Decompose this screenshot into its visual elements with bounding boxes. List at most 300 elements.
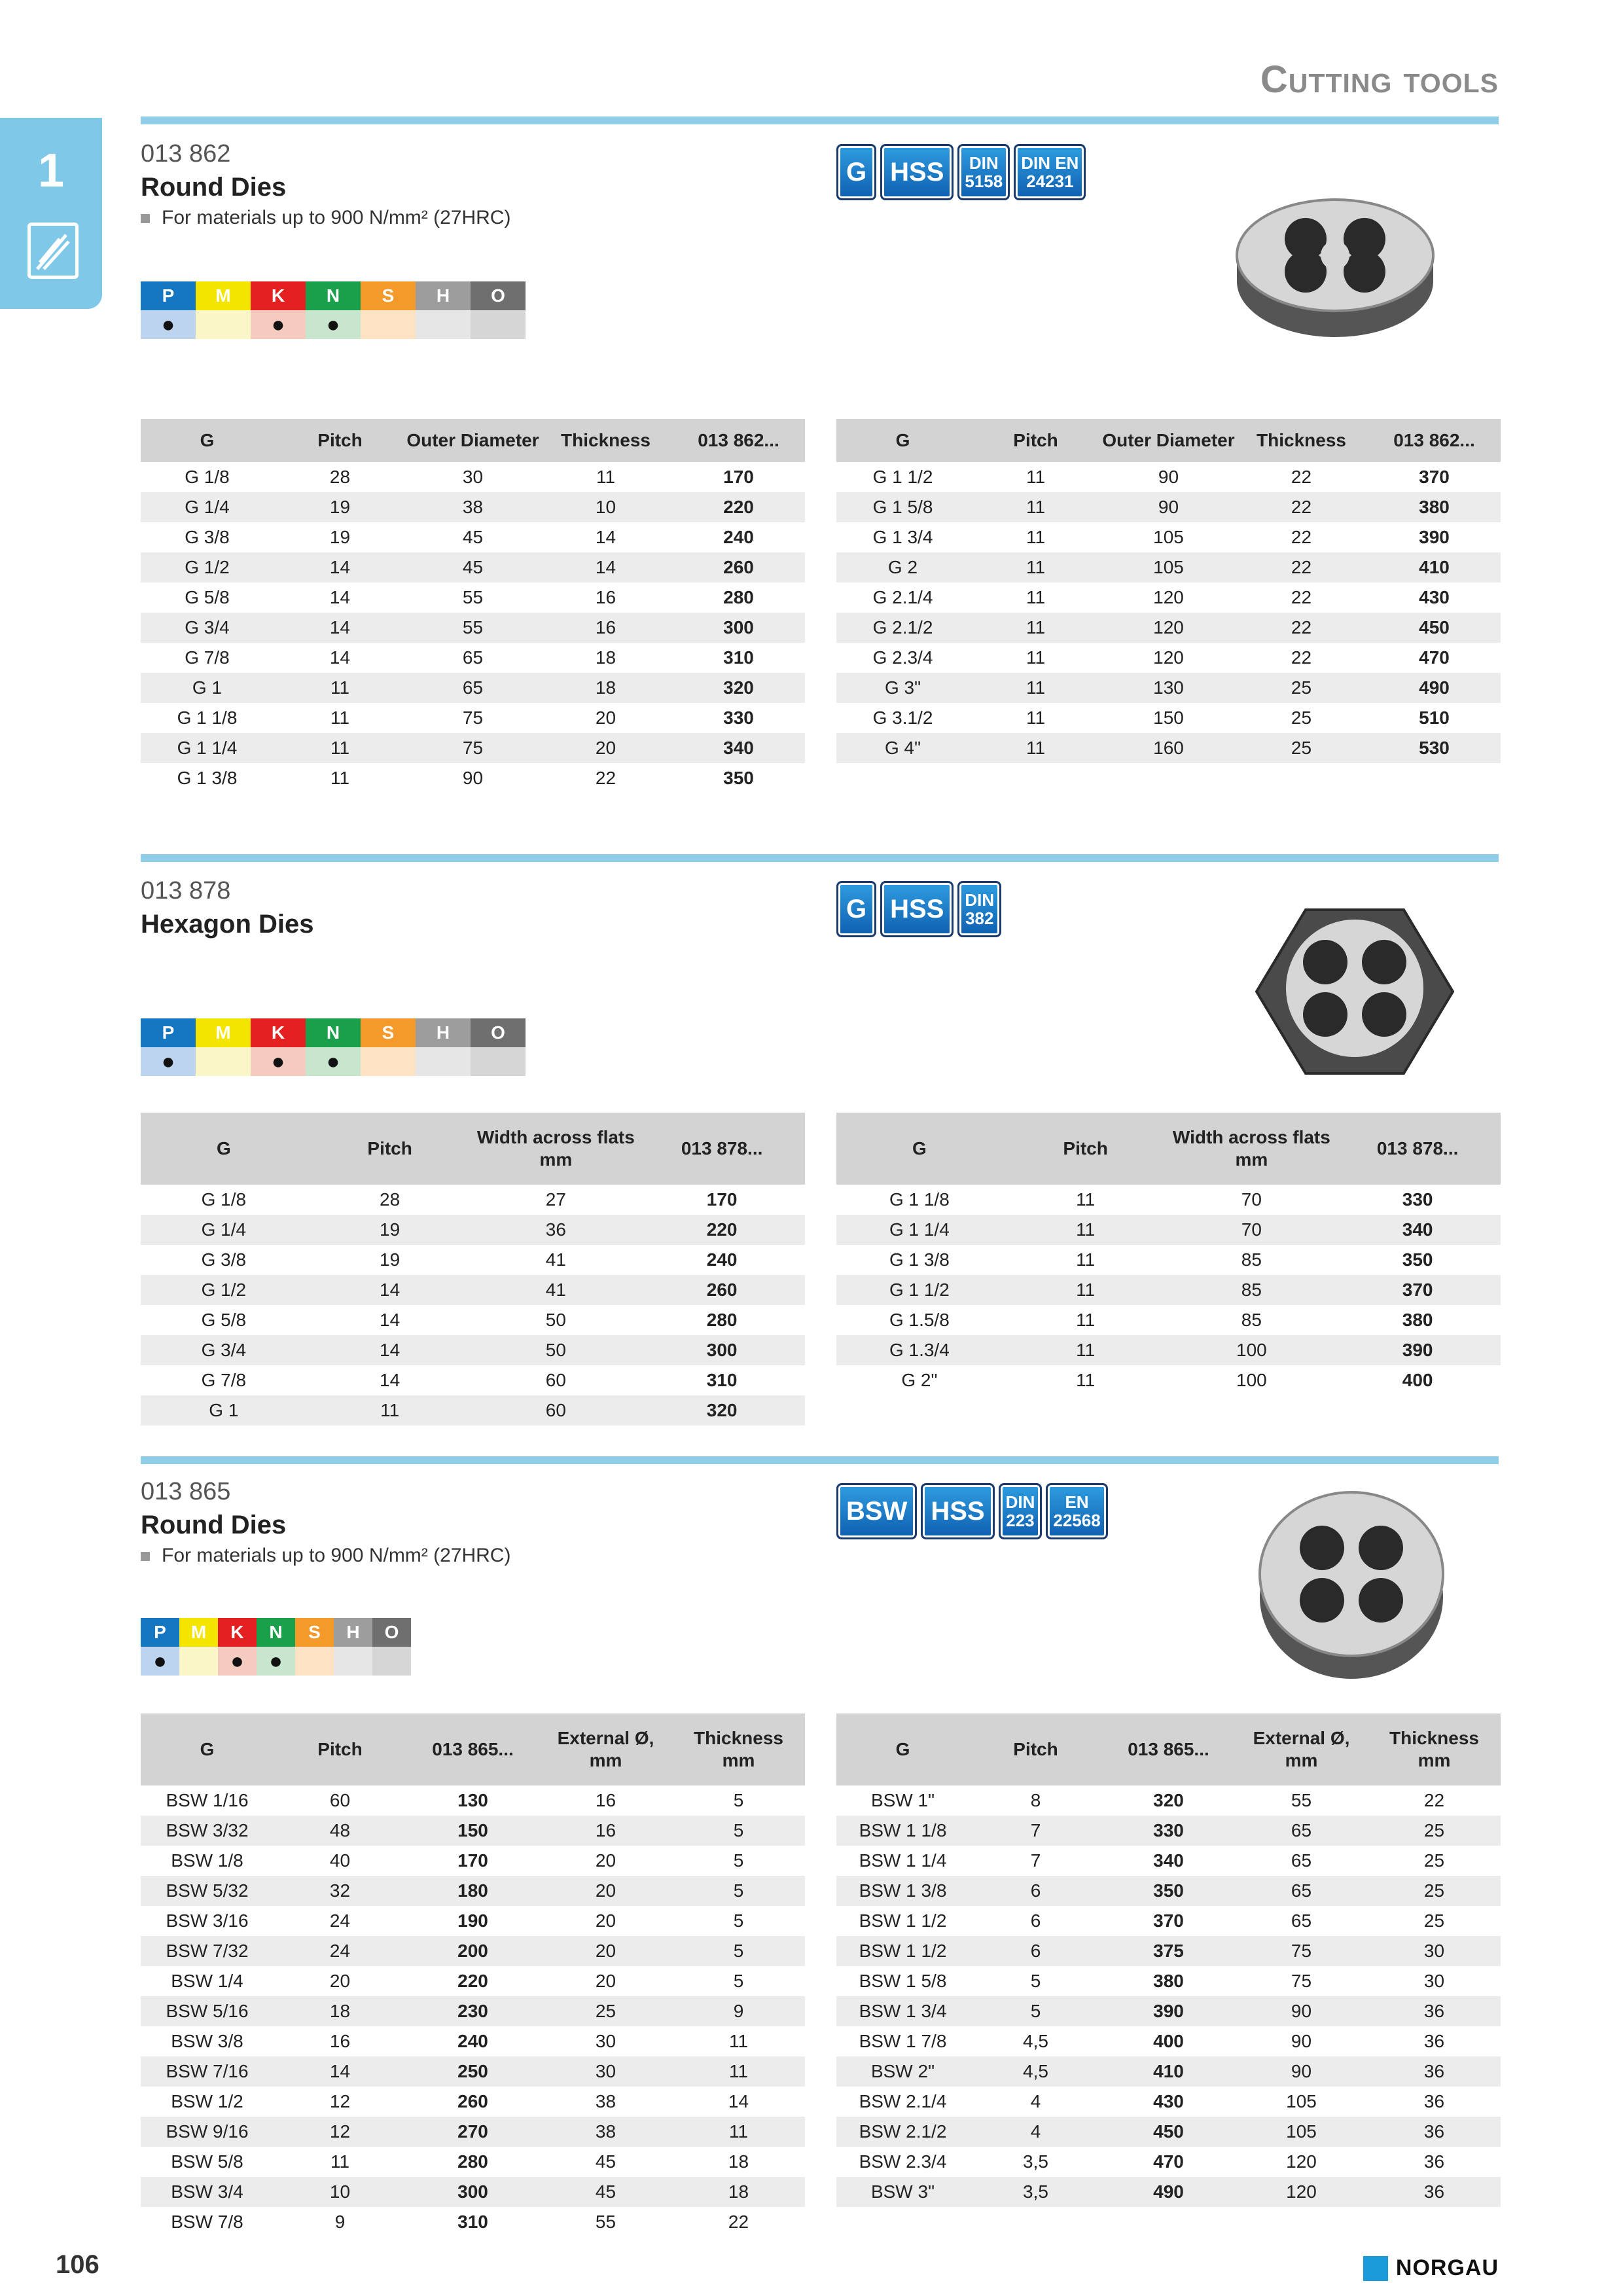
material-badge: HSS	[880, 144, 954, 200]
table-cell: 45	[539, 2177, 672, 2207]
table-cell: 490	[1368, 673, 1501, 703]
column-header: Pitch	[274, 1713, 406, 1785]
table-cell: 45	[595, 2151, 616, 2172]
material-n-label: N	[306, 281, 361, 310]
table-cell: G 3.1/2	[872, 708, 933, 728]
table-cell: 5	[672, 1936, 805, 1966]
table-cell: 41	[473, 1275, 639, 1305]
table-cell: 320	[1153, 1790, 1184, 1810]
table-cell: 55	[406, 613, 539, 643]
table-row	[141, 1846, 805, 1876]
table-cell: 11	[596, 467, 616, 487]
material-m-label: M	[196, 1018, 251, 1047]
table-cell: 48	[274, 1816, 406, 1846]
table-cell: 90	[1158, 467, 1179, 487]
material-m-label: M	[179, 1618, 218, 1647]
table-cell: 370	[1153, 1910, 1184, 1931]
table-cell: 36	[1423, 2151, 1445, 2172]
table-cell: G 1 1/2	[836, 1275, 1003, 1305]
table-cell: BSW 5/32	[141, 1876, 274, 1906]
table-cell: 105	[1153, 527, 1184, 547]
material-o-label: O	[471, 281, 526, 310]
table-cell: 11	[1076, 1370, 1096, 1390]
table-cell: BSW 1 1/8	[836, 1816, 969, 1846]
table-row	[141, 673, 805, 703]
column-header: Width across flats mm	[473, 1113, 639, 1185]
material-h-indicator	[416, 310, 471, 339]
table-row	[141, 703, 805, 733]
column-header: Pitch	[969, 419, 1102, 462]
column-header: G	[836, 1713, 969, 1785]
table-row	[141, 643, 805, 673]
table-cell: 130	[457, 1790, 488, 1810]
material-o-indicator	[372, 1647, 411, 1676]
table-row	[141, 552, 805, 583]
table-cell: 530	[1368, 733, 1501, 763]
column-header: Outer Diameter	[406, 419, 539, 462]
table-cell: 300	[406, 2177, 539, 2207]
dimension-table-left	[141, 1113, 805, 1426]
material-badge: BSW	[836, 1483, 917, 1539]
table-cell: 19	[307, 1215, 473, 1245]
table-cell: 14	[307, 1335, 473, 1365]
hexagon-die-image	[1253, 897, 1456, 1090]
table-cell: 390	[1334, 1335, 1501, 1365]
table-row	[836, 583, 1501, 613]
table-cell: BSW 3/8	[171, 2031, 243, 2051]
table-cell: 100	[1169, 1335, 1335, 1365]
table-cell: 22	[1235, 492, 1368, 522]
table-cell: 270	[406, 2117, 539, 2147]
material-o-indicator	[471, 1047, 526, 1076]
standard-badges	[836, 144, 1086, 200]
table-cell: 380	[1368, 492, 1501, 522]
material-badge: G	[836, 144, 876, 200]
table-row	[836, 462, 1501, 492]
table-cell: G 2"	[901, 1370, 938, 1390]
table-cell: G 1/8	[185, 467, 230, 487]
table-cell: 70	[1241, 1189, 1262, 1210]
column-header: Thickness mm	[1368, 1713, 1501, 1785]
table-cell: 90	[1291, 2031, 1312, 2051]
material-p-label: P	[141, 1618, 179, 1647]
table-cell: 30	[1368, 1936, 1501, 1966]
product-code: 013 878	[141, 877, 231, 905]
table-cell: 150	[406, 1816, 539, 1846]
table-cell: G 5/8	[201, 1310, 247, 1330]
table-cell: 28	[380, 1189, 401, 1210]
table-cell: 36	[1368, 2177, 1501, 2207]
table-cell: 36	[1368, 2117, 1501, 2147]
table-cell: 3,5	[969, 2177, 1102, 2207]
page-header-title: Cutting tools	[1260, 58, 1499, 101]
material-grid	[141, 1618, 411, 1676]
table-cell: 170	[457, 1850, 488, 1871]
table-cell: G 1 1/8	[889, 1189, 950, 1210]
table-cell: 25	[539, 1996, 672, 2026]
table-cell: 22	[1235, 613, 1368, 643]
table-cell: 11	[307, 1395, 473, 1426]
table-cell: 36	[1368, 1996, 1501, 2026]
table-cell: 410	[1102, 2056, 1235, 2087]
table-row	[836, 1305, 1501, 1335]
column-header: G	[141, 1113, 307, 1185]
table-cell: 5	[672, 1816, 805, 1846]
table-cell: 180	[406, 1876, 539, 1906]
table-cell: 11	[1076, 1310, 1096, 1330]
material-h-indicator	[416, 1047, 471, 1076]
table-cell: BSW 3/32	[141, 1816, 274, 1846]
brand-name: NORGAU	[1395, 2255, 1499, 2280]
table-cell: 12	[274, 2117, 406, 2147]
table-cell: 380	[1402, 1310, 1433, 1330]
table-cell: BSW 3/16	[166, 1910, 249, 1931]
table-cell: 470	[1153, 2151, 1184, 2172]
table-cell: 10	[539, 492, 672, 522]
table-cell: 11	[728, 2031, 749, 2051]
table-cell: 430	[1153, 2091, 1184, 2111]
table-row	[141, 1936, 805, 1966]
standard-badges	[836, 881, 1001, 937]
column-header: G	[141, 419, 274, 462]
table-cell: G 1/4	[141, 492, 274, 522]
standard-badge: DIN 5158	[957, 144, 1010, 200]
table-row	[836, 1846, 1501, 1876]
table-cell: BSW 2.1/2	[836, 2117, 969, 2147]
table-cell: 11	[672, 2117, 805, 2147]
material-h-label: H	[416, 281, 471, 310]
table-cell: 430	[1419, 587, 1450, 607]
table-cell: G 2.3/4	[872, 647, 933, 668]
material-p-indicator: ●	[141, 1647, 179, 1676]
table-cell: 14	[728, 2091, 749, 2111]
table-cell: 190	[457, 1910, 488, 1931]
table-row	[836, 1966, 1501, 1996]
table-cell: 18	[539, 673, 672, 703]
material-p-label: P	[141, 281, 196, 310]
table-cell: 30	[539, 2056, 672, 2087]
table-cell: 350	[1102, 1876, 1235, 1906]
table-cell: 250	[406, 2056, 539, 2087]
table-cell: 120	[1153, 587, 1184, 607]
column-header: External Ø, mm	[1235, 1713, 1368, 1785]
table-cell: 65	[462, 647, 484, 668]
table-cell: 36	[1368, 2056, 1501, 2087]
material-grid	[141, 1018, 526, 1076]
table-cell: 85	[1241, 1310, 1262, 1330]
page-number: 106	[56, 2250, 99, 2279]
table-cell: BSW 1/4	[171, 1971, 243, 1991]
table-cell: 8	[1030, 1790, 1041, 1810]
column-header: 013 865...	[406, 1713, 539, 1785]
column-header: Thickness mm	[672, 1713, 805, 1785]
table-row	[141, 462, 805, 492]
table-cell: 11	[969, 552, 1102, 583]
table-cell: 90	[1102, 492, 1235, 522]
table-cell: 36	[1423, 2091, 1445, 2111]
table-cell: 90	[1235, 2056, 1368, 2087]
table-cell: 6	[969, 1936, 1102, 1966]
table-cell: G 3/4	[141, 613, 274, 643]
column-header: Pitch	[1003, 1113, 1169, 1185]
table-cell: 105	[1235, 2117, 1368, 2147]
table-cell: 5	[733, 1790, 744, 1810]
table-cell: 55	[595, 2212, 616, 2232]
material-h-indicator	[334, 1647, 372, 1676]
table-row	[141, 1785, 805, 1816]
dimension-table-left	[141, 1713, 805, 2237]
table-row	[836, 1876, 1501, 1906]
material-s-label: S	[295, 1618, 334, 1647]
material-p-indicator: ●	[141, 1047, 196, 1076]
material-m-indicator	[196, 1047, 251, 1076]
table-cell: BSW 2"	[836, 2056, 969, 2087]
table-row	[141, 613, 805, 643]
dimension-table-right	[836, 1713, 1501, 2207]
table-cell: 390	[1419, 527, 1450, 547]
material-m-label: M	[196, 281, 251, 310]
standard-badge: EN 22568	[1046, 1483, 1107, 1539]
table-cell: 19	[274, 492, 406, 522]
table-cell: 20	[329, 1971, 351, 1991]
table-cell: 60	[473, 1395, 639, 1426]
table-cell: G 3/4	[141, 1335, 307, 1365]
table-cell: 14	[380, 1370, 401, 1390]
table-cell: G 5/8	[185, 587, 230, 607]
table-row	[141, 2147, 805, 2177]
table-cell: 100	[1236, 1370, 1267, 1390]
table-cell: 120	[1153, 647, 1184, 668]
table-cell: 11	[1026, 708, 1046, 728]
table-cell: 14	[539, 552, 672, 583]
table-cell: 65	[1235, 1816, 1368, 1846]
column-header: 013 878...	[1334, 1113, 1501, 1185]
table-cell: G 1.3/4	[836, 1335, 1003, 1365]
table-cell: 75	[1291, 1971, 1312, 1991]
table-cell: 240	[457, 2031, 488, 2051]
table-row	[141, 1876, 805, 1906]
table-cell: 32	[274, 1876, 406, 1906]
table-cell: G 1 3/8	[889, 1249, 950, 1270]
table-row	[836, 1365, 1501, 1395]
product-code: 013 862	[141, 140, 231, 168]
table-cell: 340	[1153, 1850, 1184, 1871]
material-grid	[141, 281, 526, 339]
table-cell: 320	[672, 673, 805, 703]
table-cell: 11	[1076, 1249, 1096, 1270]
table-cell: 9	[672, 1996, 805, 2026]
table-cell: BSW 5/16	[141, 1996, 274, 2026]
table-cell: BSW 2.3/4	[859, 2151, 947, 2172]
table-cell: 4	[1030, 2091, 1041, 2111]
table-cell: 25	[1423, 1850, 1445, 1871]
table-cell: 38	[539, 2117, 672, 2147]
dimension-table-right	[836, 419, 1501, 763]
material-n-label: N	[306, 1018, 361, 1047]
table-cell: 11	[1026, 587, 1046, 607]
table-row	[141, 522, 805, 552]
table-cell: BSW 1"	[870, 1790, 935, 1810]
table-cell: 25	[1235, 673, 1368, 703]
column-header: Pitch	[307, 1113, 473, 1185]
table-cell: 11	[274, 733, 406, 763]
table-cell: G 3/8	[201, 1249, 247, 1270]
material-s-indicator	[295, 1647, 334, 1676]
table-row	[141, 1365, 805, 1395]
table-cell: G 1/2	[141, 552, 274, 583]
table-row	[836, 1245, 1501, 1275]
table-cell: 30	[1423, 1971, 1445, 1991]
table-cell: G 4"	[836, 733, 969, 763]
table-cell: G 1 1/8	[177, 708, 238, 728]
table-row	[141, 2117, 805, 2147]
table-cell: G 1 3/4	[872, 527, 933, 547]
dimension-table-right	[836, 1113, 1501, 1395]
table-row	[141, 2026, 805, 2056]
table-row	[141, 2056, 805, 2087]
table-row	[836, 522, 1501, 552]
material-o-indicator	[471, 310, 526, 339]
table-cell: 14	[307, 1275, 473, 1305]
table-cell: 11	[969, 673, 1102, 703]
table-row	[836, 703, 1501, 733]
material-m-indicator	[179, 1647, 218, 1676]
table-cell: 330	[723, 708, 754, 728]
table-cell: G 7/8	[185, 647, 230, 668]
table-cell: BSW 7/16	[141, 2056, 274, 2087]
table-cell: BSW 1/2	[171, 2091, 243, 2111]
table-cell: 19	[329, 527, 351, 547]
table-row	[836, 1275, 1501, 1305]
table-row	[141, 1906, 805, 1936]
table-cell: 170	[723, 467, 754, 487]
table-cell: G 7/8	[201, 1370, 247, 1390]
table-cell: 450	[1368, 613, 1501, 643]
table-cell: 11	[330, 2151, 350, 2172]
table-cell: 260	[639, 1275, 805, 1305]
table-cell: BSW 2.1/4	[859, 2091, 947, 2111]
table-cell: 14	[595, 527, 616, 547]
table-row	[141, 492, 805, 522]
product-name: Round Dies	[141, 173, 287, 202]
table-row	[141, 1305, 805, 1335]
table-cell: 20	[595, 1971, 616, 1991]
table-cell: 105	[1286, 2091, 1317, 2111]
table-cell: 400	[1402, 1370, 1433, 1390]
table-cell: 38	[406, 492, 539, 522]
brand-logo	[1363, 2255, 1499, 2281]
table-cell: 220	[672, 492, 805, 522]
table-row	[141, 1335, 805, 1365]
table-cell: 65	[1291, 1910, 1312, 1931]
table-cell: 55	[462, 587, 484, 607]
table-cell: 510	[1419, 708, 1450, 728]
brand-square-icon	[1363, 2256, 1388, 2281]
table-cell: G 1/4	[141, 1215, 307, 1245]
table-cell: 20	[539, 1876, 672, 1906]
table-row	[141, 1275, 805, 1305]
table-cell: 45	[406, 552, 539, 583]
table-cell: 25	[1368, 1816, 1501, 1846]
table-cell: 310	[457, 2212, 488, 2232]
table-cell: 40	[329, 1850, 351, 1871]
material-badge: HSS	[921, 1483, 994, 1539]
table-cell: G 2.1/4	[872, 587, 933, 607]
table-cell: 25	[1423, 1910, 1445, 1931]
chapter-number: 1	[37, 145, 65, 197]
table-row	[836, 643, 1501, 673]
table-row	[141, 1966, 805, 1996]
table-cell: 120	[1235, 2177, 1368, 2207]
table-row	[836, 2056, 1501, 2087]
column-header: Pitch	[969, 1713, 1102, 1785]
table-cell: 10	[274, 2177, 406, 2207]
table-cell: BSW 1 1/2	[836, 1936, 969, 1966]
table-cell: 370	[1334, 1275, 1501, 1305]
table-cell: 85	[1169, 1275, 1335, 1305]
table-row	[836, 2147, 1501, 2177]
table-cell: 90	[1235, 1996, 1368, 2026]
table-row	[141, 2177, 805, 2207]
table-row	[836, 733, 1501, 763]
material-k-label: K	[251, 281, 306, 310]
table-cell: BSW 1/16	[166, 1790, 249, 1810]
table-cell: 22	[1291, 587, 1312, 607]
table-cell: 18	[728, 2151, 749, 2172]
column-header: Width across flats mm	[1169, 1113, 1335, 1185]
table-cell: 240	[723, 527, 754, 547]
product-name: Round Dies	[141, 1511, 287, 1539]
table-cell: 65	[1235, 1876, 1368, 1906]
table-cell: 310	[706, 1370, 738, 1390]
standard-badges	[836, 1483, 1108, 1539]
table-cell: 170	[706, 1189, 738, 1210]
material-n-label: N	[257, 1618, 295, 1647]
table-cell: G 1	[141, 1395, 307, 1426]
material-p-label: P	[141, 1018, 196, 1047]
table-row	[836, 1936, 1501, 1966]
table-cell: 340	[1334, 1215, 1501, 1245]
table-cell: 65	[1291, 1850, 1312, 1871]
table-cell: 20	[595, 708, 616, 728]
table-cell: 320	[639, 1395, 805, 1426]
dimension-table-left	[141, 419, 805, 793]
material-s-label: S	[361, 1018, 416, 1047]
table-cell: 230	[406, 1996, 539, 2026]
table-cell: 65	[406, 673, 539, 703]
table-row	[141, 1185, 805, 1215]
table-row	[836, 1996, 1501, 2026]
table-cell: 50	[545, 1310, 566, 1330]
table-cell: 16	[595, 587, 616, 607]
table-cell: 25	[1235, 733, 1368, 763]
table-cell: 330	[1402, 1189, 1433, 1210]
table-cell: 11	[1026, 467, 1046, 487]
material-o-label: O	[471, 1018, 526, 1047]
table-cell: 6	[969, 1876, 1102, 1906]
table-cell: 11	[1026, 527, 1046, 547]
table-cell: 25	[1368, 1876, 1501, 1906]
table-cell: 5	[733, 1971, 744, 1991]
section-rule	[141, 854, 1499, 862]
table-cell: BSW 1 7/8	[859, 2031, 947, 2051]
table-cell: 330	[1102, 1816, 1235, 1846]
material-n-indicator: ●	[306, 1047, 361, 1076]
table-cell: 11	[1003, 1335, 1169, 1365]
table-cell: BSW 1 5/8	[859, 1971, 947, 1991]
table-cell: 300	[639, 1335, 805, 1365]
table-cell: 19	[380, 1249, 401, 1270]
